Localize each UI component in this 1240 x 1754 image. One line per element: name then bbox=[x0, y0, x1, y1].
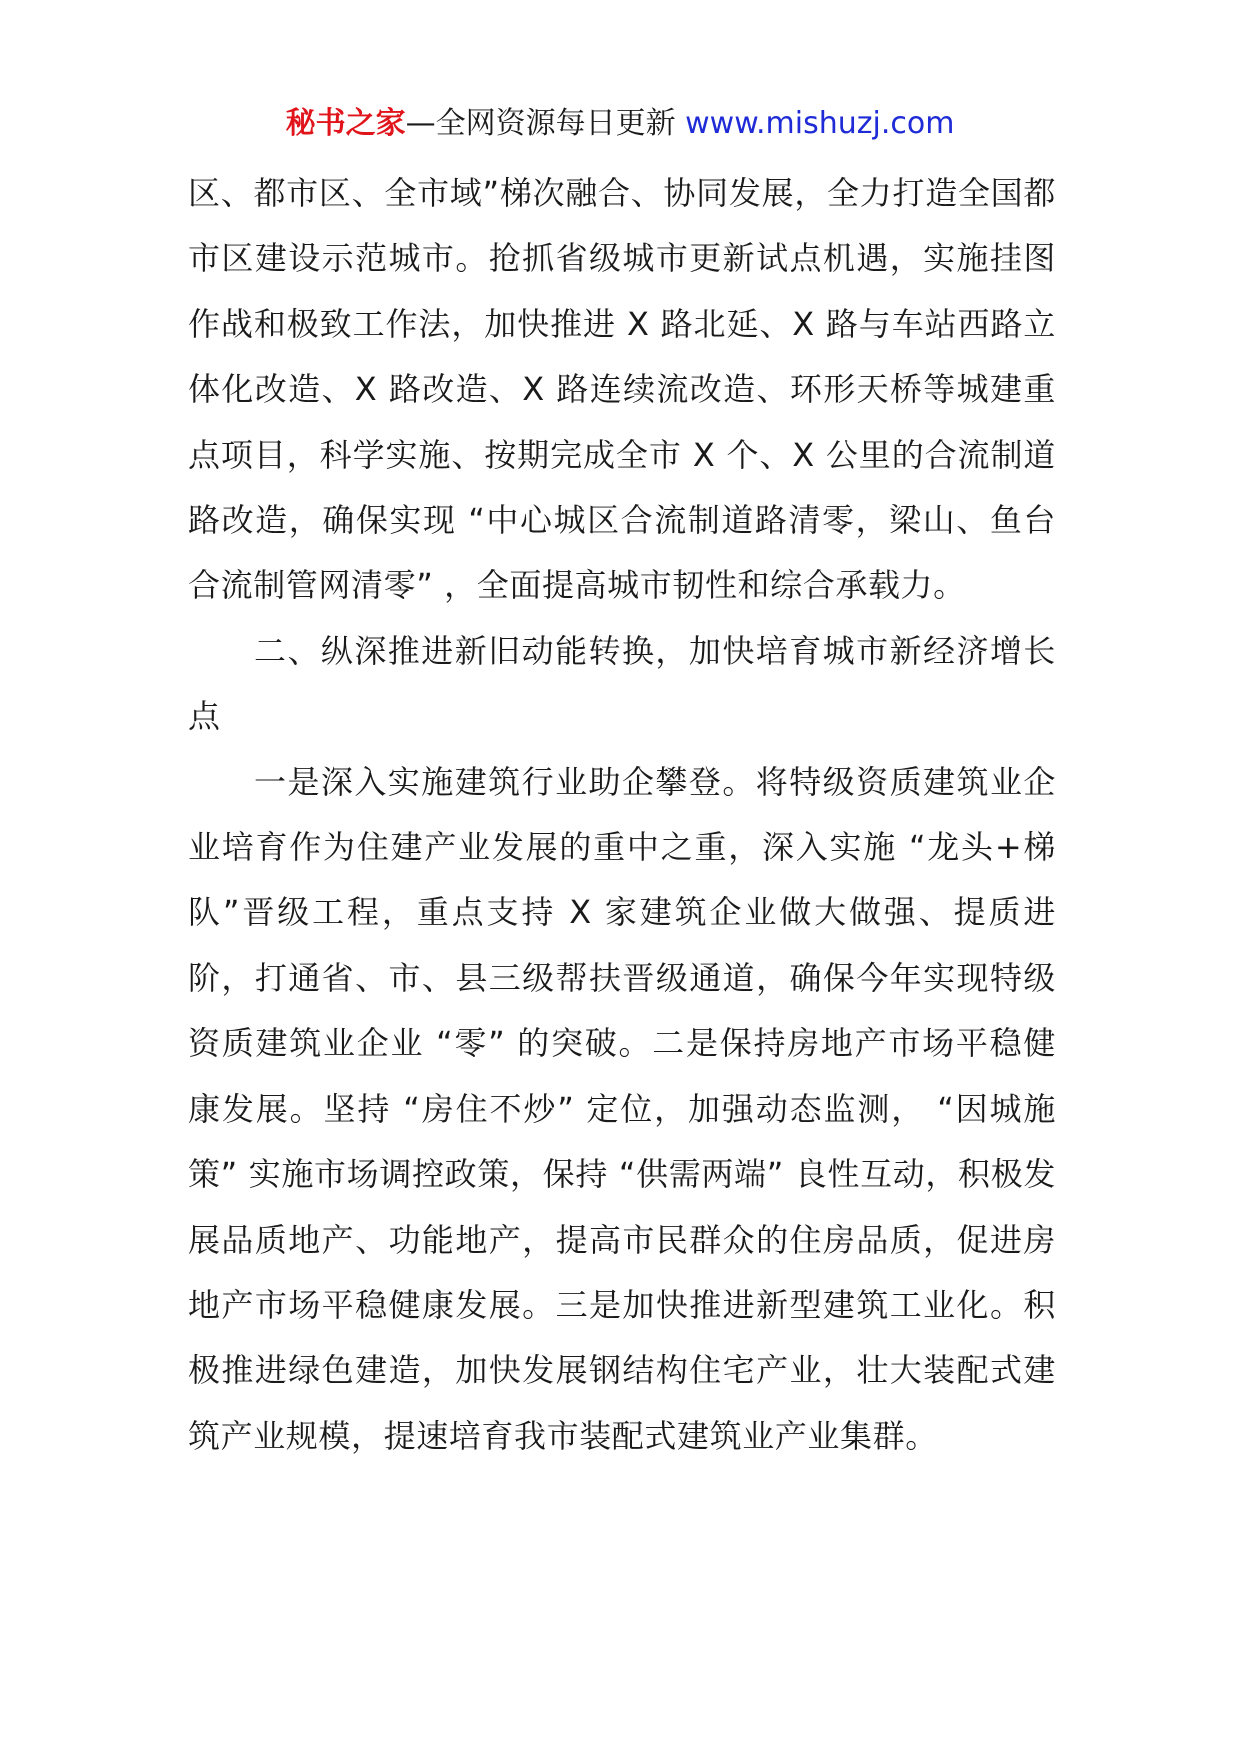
document-body bbox=[188, 161, 1056, 1469]
brand-tagline: —全网资源每日更新 bbox=[405, 106, 676, 141]
brand-name: 秘书之家 bbox=[285, 106, 406, 141]
paragraph-continuation: 区、都市区、全市域”梯次融合、协同发展，全力打造全国都市区建设示范城市。抢抓省级城市更新试点机遇，实施挂图作战和极致工作法，加快推进 X 路北延、X 路与车站西路立体化改造、X 路改造、X 路连续流改造、环形天桥等城建重点项目，科学实施、按期完成全市 X 个、X 公里的合流制道路改造，确保实现 “中心城区合流制道路清零，梁山、鱼台合流制管网清零” ，全面提高城市韧性和综合承载力。 bbox=[188, 174, 1056, 605]
section-heading: 二、纵深推进新旧动能转换，加快培育城市新经济增长点 bbox=[188, 631, 1056, 736]
paragraph-body: 一是深入实施建筑行业助企攀登。将特级资质建筑业企业培育作为住建产业发展的重中之重，深入实施 “龙头+梯队”晋级工程，重点支持 X 家建筑企业做大做强、提质进阶，打通省、市、县三级帮扶晋级通道，确保今年实现特级资质建筑业企业 “零” 的突破。二是保持房地产市场平稳健康发展。坚持 “房住不炒” 定位，加强动态监测， “因城施策” 实施市场调控政策，保持 “供需两端” 良性互动，积极发展品质地产、功能地产，提高市民群众的住房品质，促进房地产市场平稳健康发展。三是加快推进新型建筑工业化。积极推进绿色建造，加快发展钢结构住宅产业，壮大装配式建筑产业规模，提速培育我市装配式建筑业产业集群。 bbox=[188, 762, 1056, 1455]
site-watermark-header bbox=[0, 102, 1240, 146]
site-url: www.mishuzj.com bbox=[685, 106, 955, 141]
